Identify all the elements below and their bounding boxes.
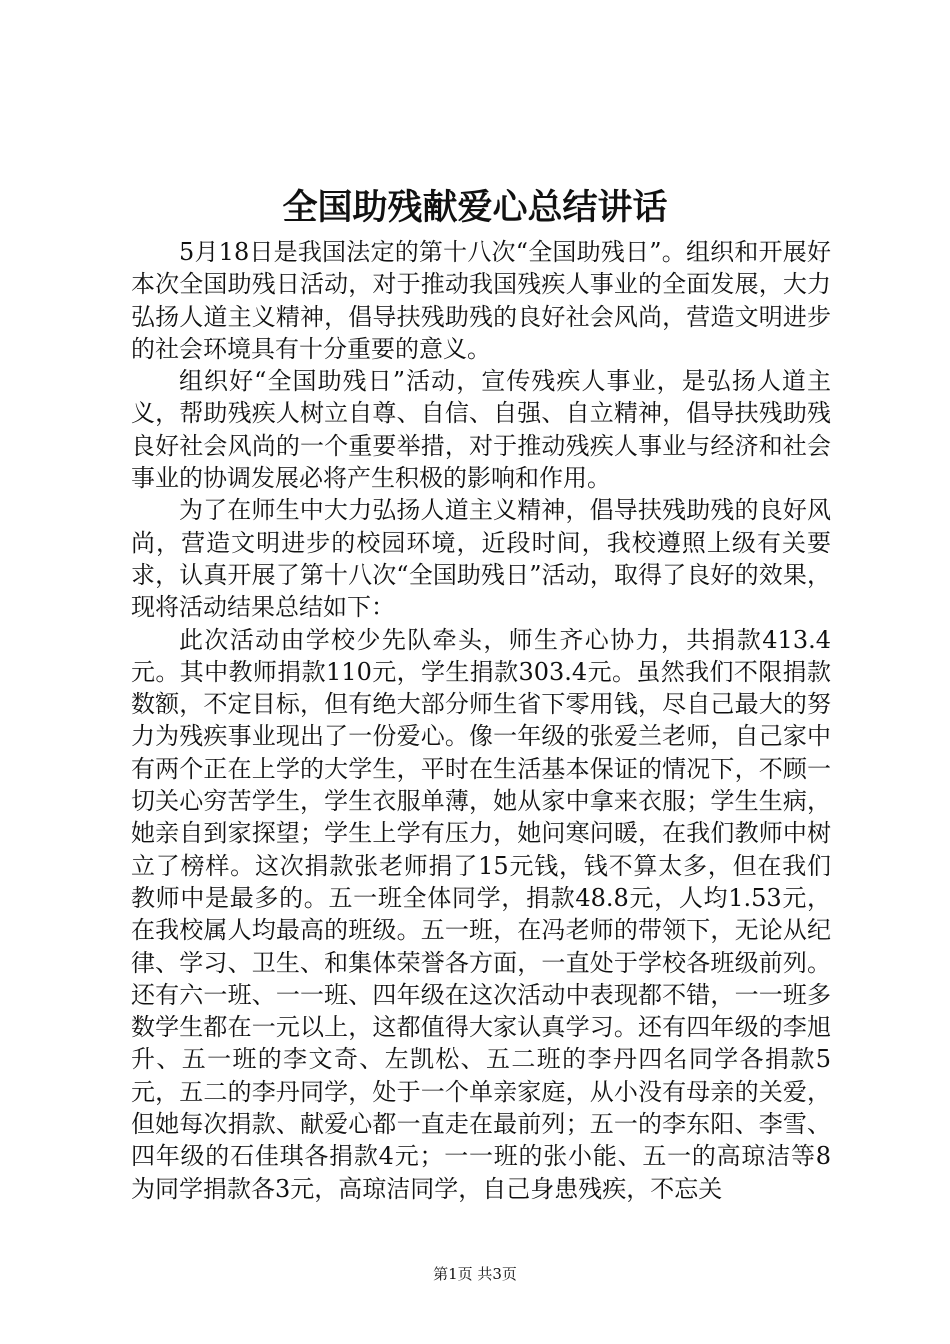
paragraph-2: 组织好“全国助残日”活动，宣传残疾人事业，是弘扬人道主义，帮助残疾人树立自尊、自信、自强、自立精神，倡导扶残助残良好社会风尚的一个重要举措，对于推动残疾人事业与经济和社会事业的协调发展必将产生积极的影响和作用。 bbox=[131, 367, 831, 493]
document-title: 全国助残献爱心总结讲话 bbox=[282, 187, 668, 228]
paragraph-1: 5月18日是我国法定的第十八次“全国助残日”。组织和开展好本次全国助残日活动，对于推动我国残疾人事业的全面发展，大力弘扬人道主义精神，倡导扶残助残的良好社会风尚，营造文明进步的社会环境具有十分重要的意义。 bbox=[131, 238, 831, 363]
page-number-footer: 第1页 共3页 bbox=[433, 1265, 517, 1283]
document-body bbox=[131, 236, 831, 1205]
paragraph-4: 此次活动由学校少先队牵头，师生齐心协力，共捐款413.4元。其中教师捐款110元，学生捐款303.4元。虽然我们不限捐款数额，不定目标，但有绝大部分师生省下零用钱，尽自己最大的努力为残疾事业现出了一份爱心。像一年级的张爱兰老师，自己家中有两个正在上学的大学生，平时在生活基本保证的情况下，不顾一切关心穷苦学生，学生衣服单薄，她从家中拿来衣服；学生生病，她亲自到家探望；学生上学有压力，她问寒问暖，在我们教师中树立了榜样。这次捐款张老师捐了15元钱，钱不算太多，但在我们教师中是最多的。五一班全体同学，捐款48.8元，人均1.53元，在我校属人均最高的班级。五一班，在冯老师的带领下，无论从纪律、学习、卫生、和集体荣誉各方面，一直处于学校各班级前列。还有六一班、一一班、四年级在这次活动中表现都不错，一一班多数学生都在一元以上，这都值得大家认真学习。还有四年级的李旭升、五一班的李文奇、左凯松、五二班的李丹四名同学各捐款5元，五二的李丹同学，处于一个单亲家庭，从小没有母亲的关爱，但她每次捐款、献爱心都一直走在最前列；五一的李东阳、李雪、四年级的石佳琪各捐款4元；一一班的张小能、五一的高琼洁等8为同学捐款各3元，高琼洁同学，自己身患残疾，不忘关 bbox=[131, 625, 831, 1203]
paragraph-3: 为了在师生中大力弘扬人道主义精神，倡导扶残助残的良好风尚，营造文明进步的校园环境，近段时间，我校遵照上级有关要求，认真开展了第十八次“全国助残日”活动，取得了良好的效果，现将活动结果总结如下： bbox=[131, 496, 831, 622]
